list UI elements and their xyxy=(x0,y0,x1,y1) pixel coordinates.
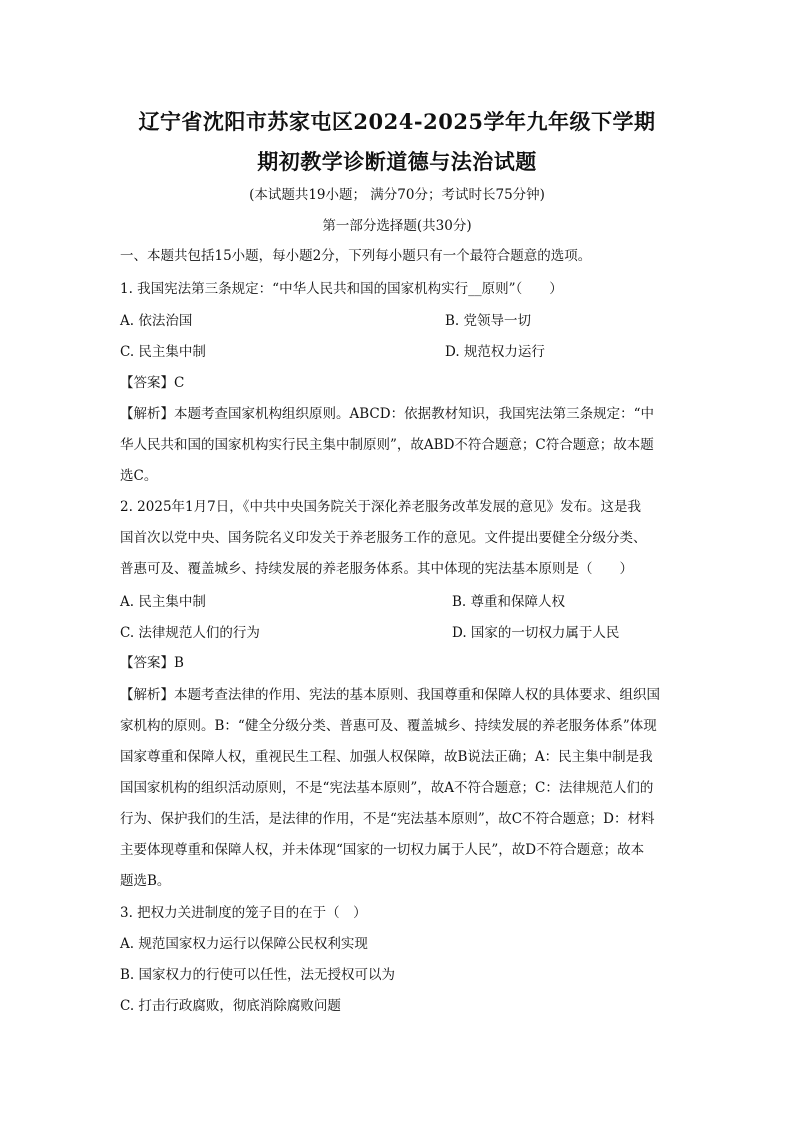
q2-option-a: A. 民主集中制 xyxy=(120,594,206,610)
q2-analysis-line-5: 行为、保护我们的生活，是法律的作用，不是“宪法基本原则”，故C不符合题意；D：材料 xyxy=(120,811,655,827)
q1-option-a: A. 依法治国 xyxy=(120,313,193,329)
q3-option-a: A. 规范国家权力运行以保障公民权利实现 xyxy=(120,936,368,952)
q2-option-c: C. 法律规范人们的行为 xyxy=(120,625,260,641)
q2-analysis-line-3: 国家尊重和保障人权，重视民生工程、加强人权保障，故B说法正确；A：民主集中制是我 xyxy=(120,749,653,765)
q2-stem-line-3: 普惠可及、覆盖城乡、持续发展的养老服务体系。其中体现的宪法基本原则是（ ） xyxy=(120,561,633,577)
q1-stem: 1. 我国宪法第三条规定：“中华人民共和国的国家机构实行__原则”（ ） xyxy=(120,281,563,297)
q2-analysis-line-2: 家机构的原则。B：“健全分级分类、普惠可及、覆盖城乡、持续发展的养老服务体系”体现 xyxy=(120,718,657,734)
q2-stem-line-1: 2. 2025年1月7日，《中共中央国务院关于深化养老服务改革发展的意见》发布。这是我 xyxy=(120,499,641,515)
q1-option-d: D. 规范权力运行 xyxy=(445,344,545,360)
q1-option-c: C. 民主集中制 xyxy=(120,344,206,360)
part1-heading: 第一部分选择题(共30分) xyxy=(322,218,472,234)
q2-answer: 【答案】B xyxy=(120,655,184,671)
q3-option-b: B. 国家权力的行使可以任性，法无授权可以为 xyxy=(120,967,396,983)
document-title-line-2: 期初教学诊断道德与法治试题 xyxy=(257,149,537,174)
q3-option-c: C. 打击行政腐败，彻底消除腐败问题 xyxy=(120,998,341,1014)
q1-option-b: B. 党领导一切 xyxy=(445,313,532,329)
q1-analysis-line-3: 选C。 xyxy=(120,468,158,484)
q2-analysis-line-1: 【解析】本题考查法律的作用、宪法的基本原则、我国尊重和保障人权的具体要求、组织国 xyxy=(120,687,660,703)
q2-stem-line-2: 国首次以党中央、国务院名义印发关于养老服务工作的意见。文件提出要健全分级分类、 xyxy=(120,530,647,546)
q3-stem: 3. 把权力关进制度的笼子目的在于（ ） xyxy=(120,905,367,921)
q2-option-d: D. 国家的一切权力属于人民 xyxy=(452,625,620,641)
q1-answer: 【答案】C xyxy=(120,375,185,391)
q2-analysis-line-4: 国国家机构的组织活动原则，不是“宪法基本原则”，故A不符合题意；C：法律规范人们的 xyxy=(120,780,654,796)
section1-instruction: 一、本题共包括15小题，每小题2分，下列每小题只有一个最符合题意的选项。 xyxy=(120,248,592,264)
q2-analysis-line-6: 主要体现尊重和保障人权，并未体现“国家的一切权力属于人民”，故D不符合题意；故本 xyxy=(120,842,645,858)
q2-analysis-line-7: 题选B。 xyxy=(120,873,171,889)
exam-info-subtitle: (本试题共19小题； 满分70分；考试时长75分钟) xyxy=(249,187,545,203)
document-title-line-1: 辽宁省沈阳市苏家屯区2024-2025学年九年级下学期 xyxy=(138,109,656,134)
q1-analysis-line-1: 【解析】本题考查国家机构组织原则。ABCD：依据教材知识，我国宪法第三条规定：“中 xyxy=(120,406,654,422)
q2-option-b: B. 尊重和保障人权 xyxy=(452,594,566,610)
q1-analysis-line-2: 华人民共和国的国家机构实行民主集中制原则”，故ABD不符合题意；C符合题意；故本题 xyxy=(120,437,654,453)
